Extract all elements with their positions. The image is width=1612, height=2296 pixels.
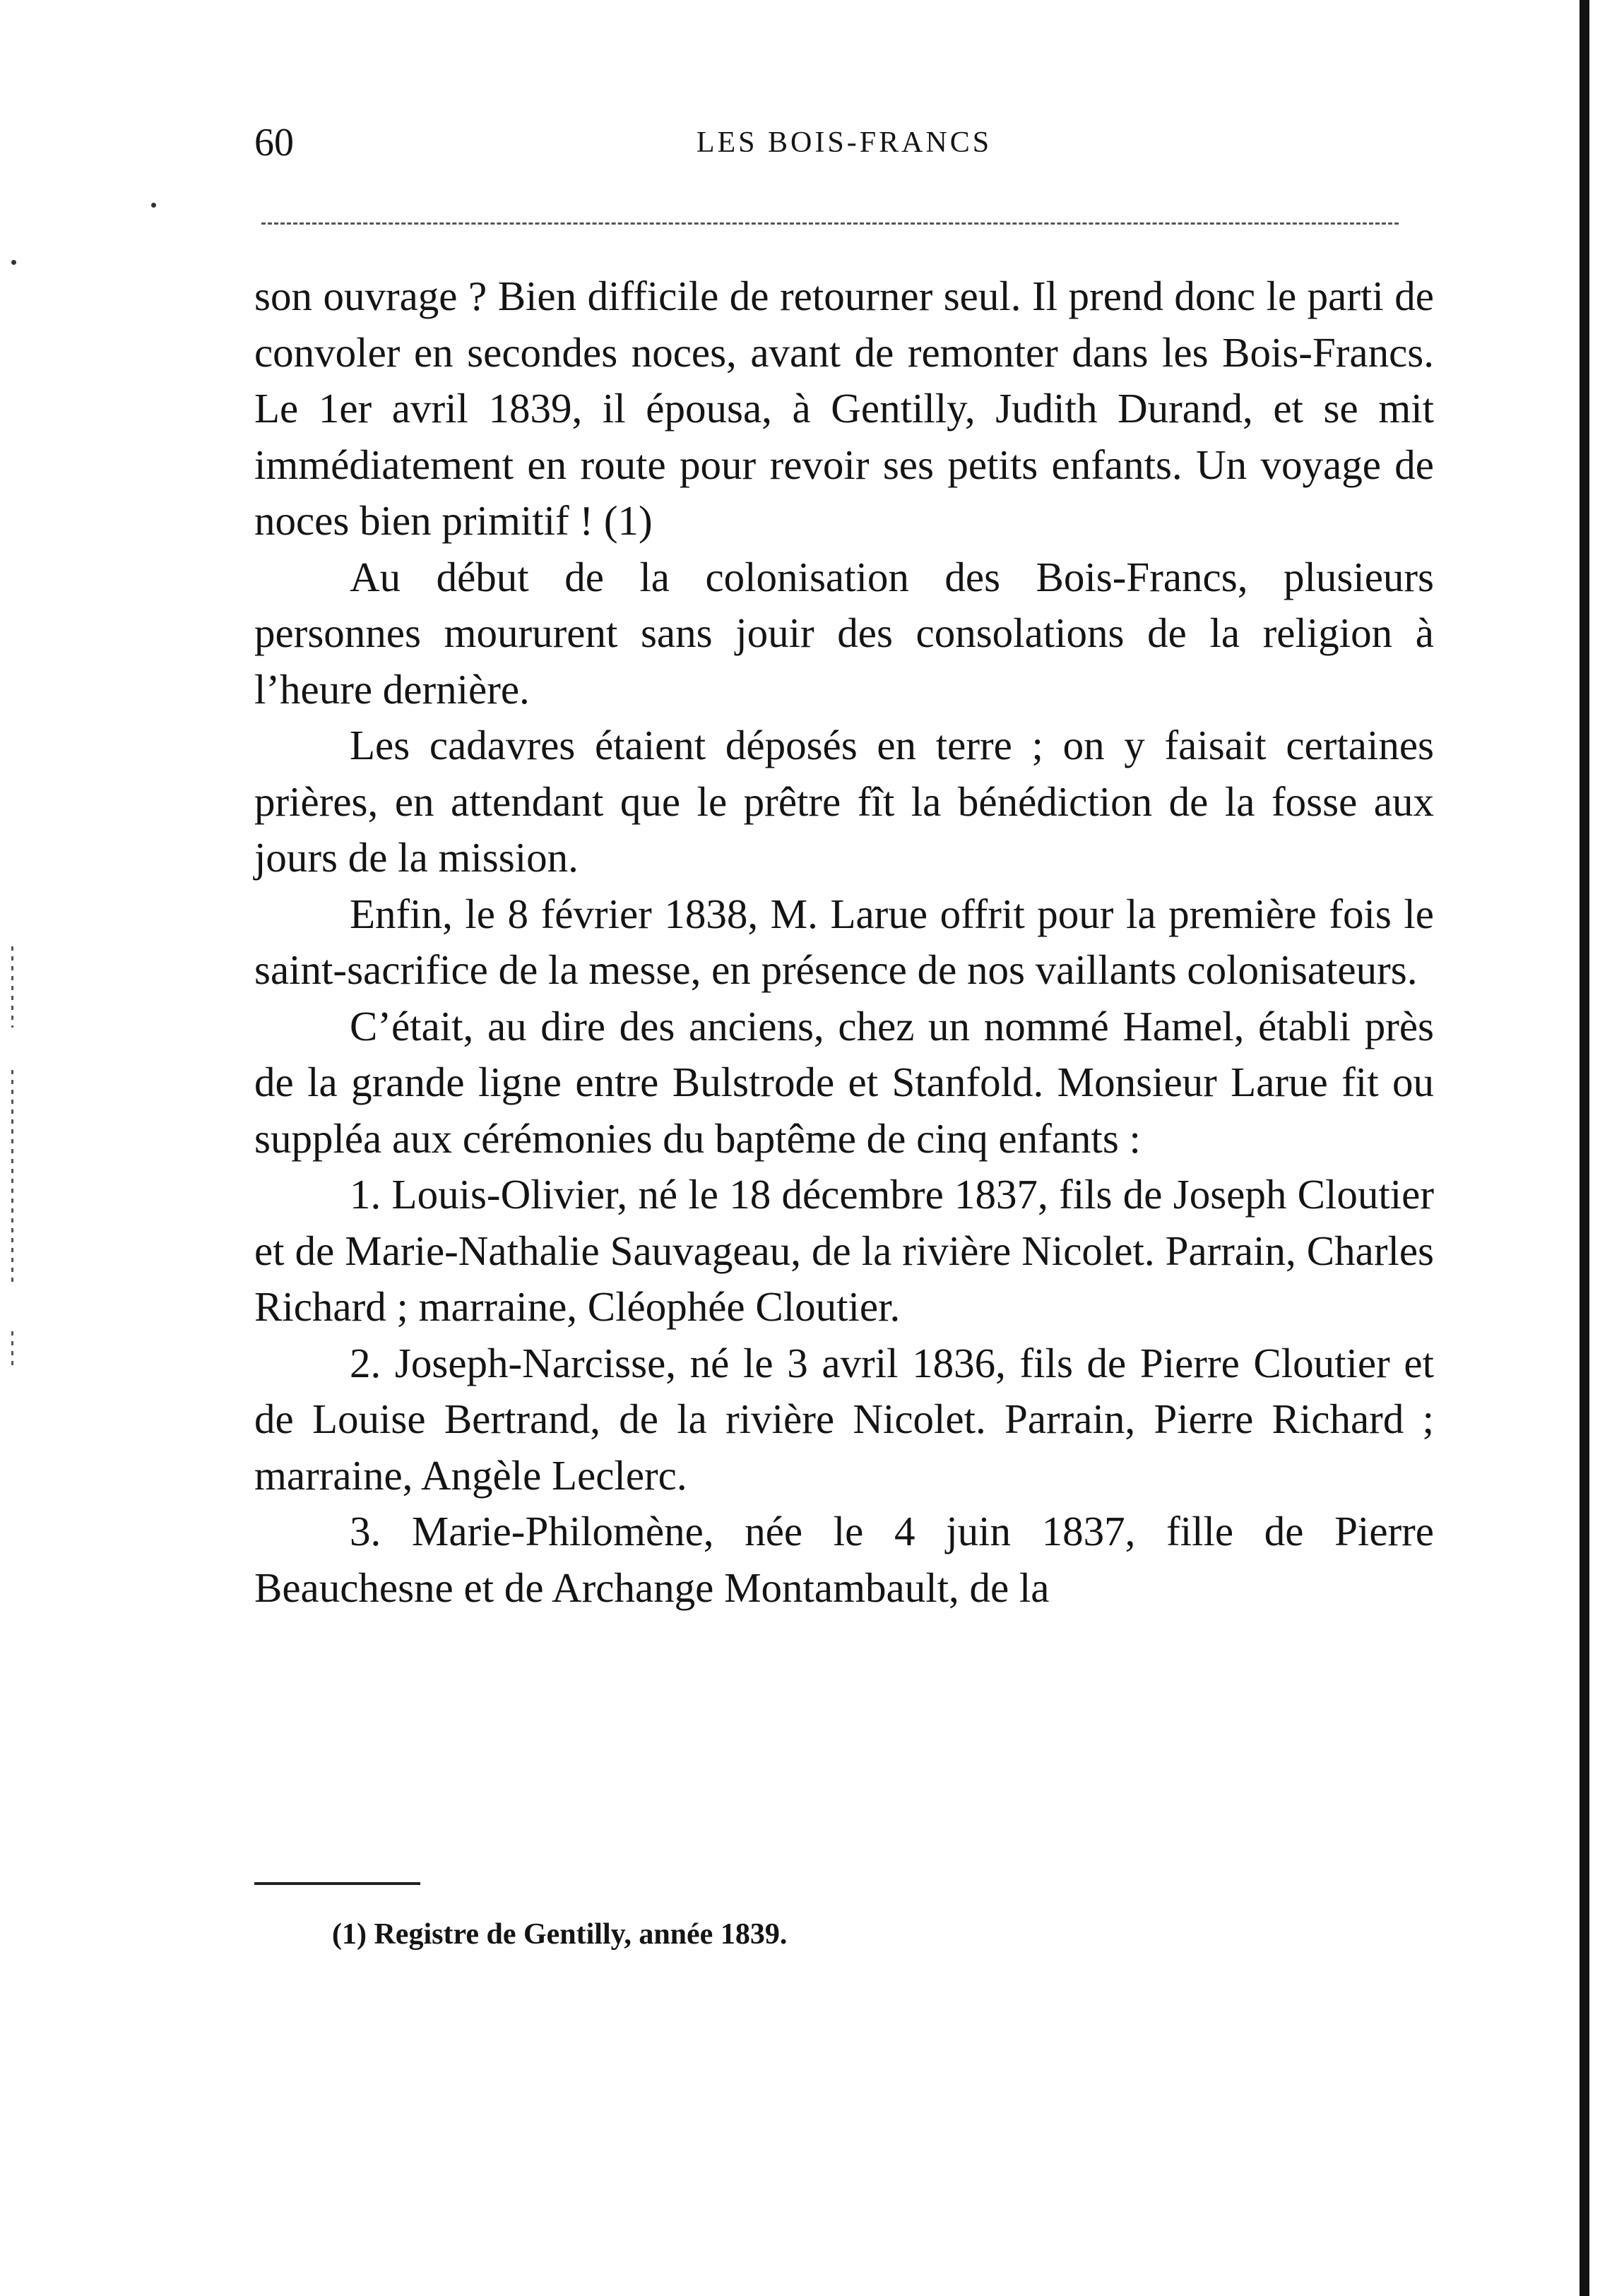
header-divider (261, 222, 1399, 225)
page-number: 60 (254, 121, 294, 165)
paragraph: C’était, au dire des anciens, chez un nommé Hamel, établi près de la grande ligne entre Bulstrode et Stanfold. Monsieur Larue fit ou suppléa aux cérémonies du baptême de cinq enfants : (254, 1002, 1434, 1162)
running-title: LES BOIS-FRANCS (696, 126, 992, 159)
list-item: 1. Louis-Olivier, né le 18 décembre 1837, fils de Joseph Cloutier et de Marie-Nathalie Sauvageau, de la rivière Nicolet. Parrain, Charles Richard ; marraine, Cléophée Cloutier. (254, 1171, 1434, 1330)
paragraph: son ouvrage ? Bien difficile de retourner seul. Il prend donc le parti de convoler en secondes noces, avant de remonter dans les Bois-Francs. Le 1er avril 1839, il épousa, à Gentilly, Judith Durand, et se mit immédiatement en route pour revoir ses petits enfants. Un voyage de noces bien primitif ! (1) (254, 273, 1434, 544)
scan-edge-mark (11, 1331, 13, 1370)
scan-edge-mark (11, 1070, 13, 1282)
scan-speck (151, 203, 156, 208)
footnote-divider (254, 1882, 420, 1885)
scan-edge-mark (11, 946, 13, 1028)
paragraph: Au début de la colonisation des Bois-Francs, plusieurs personnes moururent sans jouir des consolations de la religion à l’heure dernière. (254, 553, 1434, 713)
list-item: 3. Marie-Philomène, née le 4 juin 1837, fille de Pierre Beauchesne et de Archange Montambault, de la (254, 1508, 1434, 1611)
footnote: (1) Registre de Gentilly, année 1839. (332, 1918, 788, 1951)
paragraph: Enfin, le 8 février 1838, M. Larue offrit pour la première fois le saint-sacrifice de la messe, en présence de nos vaillants colonisateurs. (254, 890, 1434, 993)
list-item: 2. Joseph-Narcisse, né le 3 avril 1836, fils de Pierre Cloutier et de Louise Bertrand, de la rivière Nicolet. Parrain, Pierre Richard ; marraine, Angèle Leclerc. (254, 1339, 1434, 1499)
paragraph: Les cadavres étaient déposés en terre ; on y faisait certaines prières, en attendant que le prêtre fît la bénédiction de la fosse aux jours de la mission. (254, 722, 1434, 881)
page-header (254, 120, 1434, 184)
body-text (254, 268, 1434, 1616)
scan-edge-bar (1580, 0, 1589, 2296)
scan-speck (11, 260, 16, 265)
